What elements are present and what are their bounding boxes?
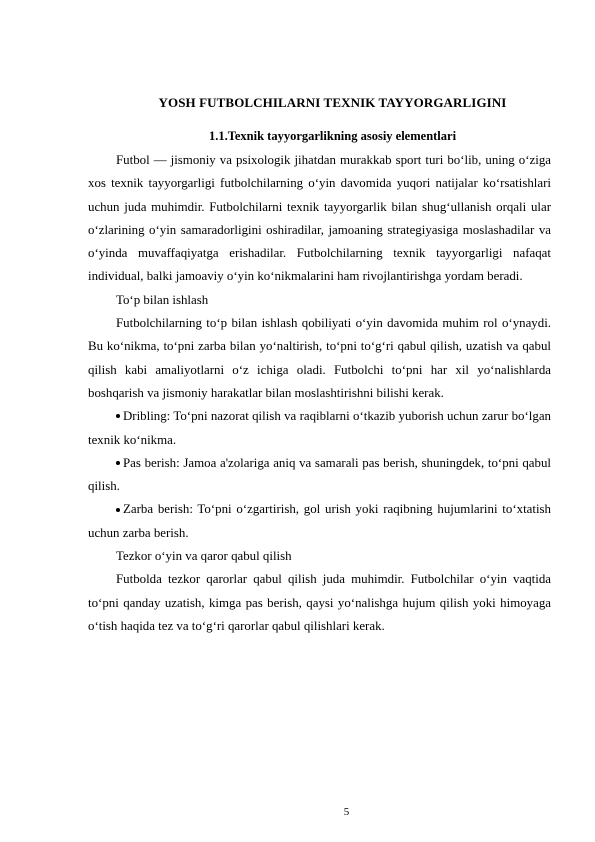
section-subtitle: 1.1.Texnik tayyorgarlikning asosiy elementlari bbox=[208, 129, 457, 143]
bullet-item-shooting bbox=[88, 498, 551, 545]
document-title: YOSH FUTBOLCHILARNI TEXNIK TAYYORGARLIGINI bbox=[158, 95, 507, 110]
bullet-text: Zarba berish: To‘pni o‘zgartirish, gol urish yoki raqibning hujumlarini to‘xtatish uchun zarba berish. bbox=[88, 502, 551, 540]
paragraph-decisions: Futbolda tezkor qarorlar qabul qilish juda muhimdir. Futbolchilar o‘yin vaqtida to‘pni qanday uzatish, kimga pas berish, qaysi yo‘nalishga hujum qilish yoki himoyaga o‘tish haqida tez va to‘g‘ri qarorlar qabul qilishlari kerak. bbox=[88, 572, 551, 633]
bullet-icon bbox=[116, 414, 120, 418]
paragraph-ball-work: Futbolchilarning to‘p bilan ishlash qobiliyati o‘yin davomida muhim rol o‘ynaydi. Bu ko‘nikma, to‘pni zarba bilan yo‘naltirish, to‘pni to‘g‘ri qabul qilish, uzatish va qabul qilish kabi amaliyotlarni o‘z ichiga oladi. Futbolchi to‘pni har xil yo‘nalishlarda boshqarish va jismoniy harakatlar bilan moslashtirishni bilishi kerak. bbox=[88, 316, 551, 400]
document-body bbox=[88, 149, 551, 638]
bullet-icon bbox=[116, 508, 120, 512]
page-number: 5 bbox=[343, 806, 350, 818]
bullet-text: Pas berish: Jamoa a'zolariga aniq va samarali pas berish, shuningdek, to‘pni qabul qilish. bbox=[88, 455, 551, 494]
bullet-item-dribbling bbox=[88, 405, 551, 452]
bullet-item-passing bbox=[88, 452, 551, 499]
section-heading-decisions: Tezkor o‘yin va qaror qabul qilish bbox=[116, 549, 292, 564]
section-heading-ball-work: To‘p bilan ishlash bbox=[116, 292, 209, 307]
paragraph-intro: Futbol — jismoniy va psixologik jihatdan murakkab sport turi bo‘lib, uning o‘ziga xos texnik tayyorgarligi futbolchilarning o‘yin davomida yuqori natijalar ko‘rsatishlari uchun juda muhimdir. Futbolchilarni texnik tayyorgarlik bilan shug‘ullanish orqali ular o‘zlarining o‘yin samaradorligini oshiradilar, jamoaning strategiyasiga moslashadilar va o‘yinda muvaffaqiyatga erishadilar. Futbolchilarning texnik tayyorgarligi nafaqat individual, balki jamoaviy o‘yin ko‘nikmalarini ham rivojlantirishga yordam beradi. bbox=[88, 153, 551, 284]
bullet-text: Dribling: To‘pni nazorat qilish va raqiblarni o‘tkazib yuborish uchun zarur bo‘lgan texnik ko‘nikma. bbox=[88, 409, 551, 447]
bullet-icon bbox=[116, 461, 120, 465]
